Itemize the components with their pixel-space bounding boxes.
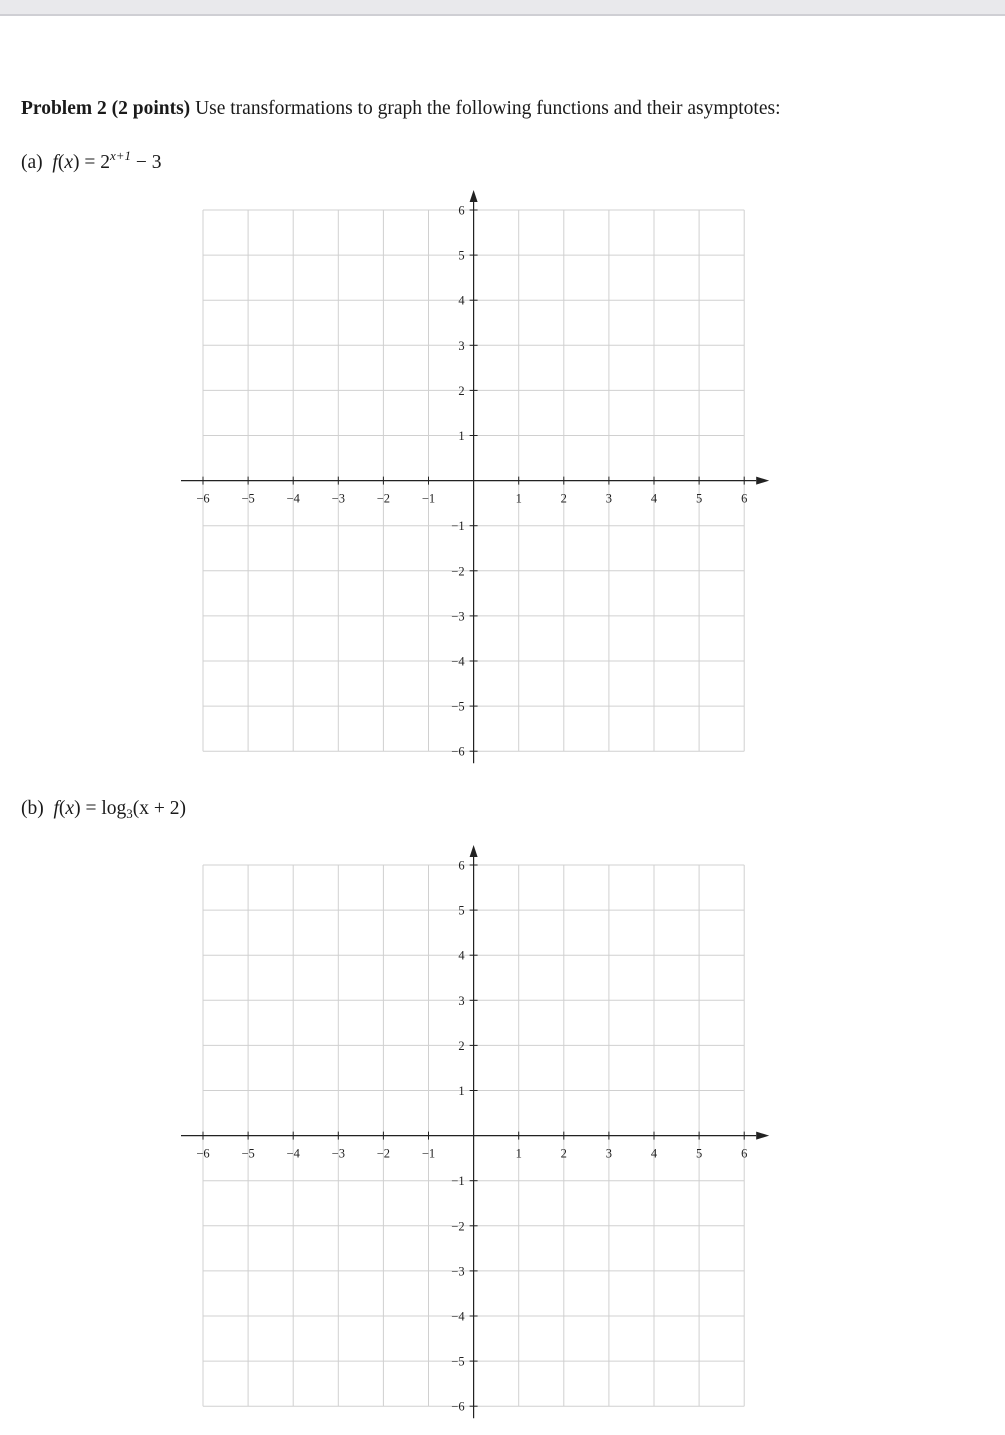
- graph-a-y-tick-label: −4: [451, 654, 465, 669]
- graph-b[interactable]: [0, 835, 800, 1435]
- graph-a-y-tick-label: −5: [451, 699, 465, 714]
- graph-b-x-tick-label: −3: [331, 1146, 345, 1161]
- graph-a-x-tick-label: 1: [515, 491, 522, 506]
- graph-a-y-tick-label: 5: [458, 248, 465, 263]
- graph-a-x-tick-label: −5: [241, 491, 255, 506]
- graph-a-x-tick-label: 5: [695, 491, 703, 506]
- graph-a-y-tick-label: −1: [451, 519, 465, 534]
- graph-a-x-tick-label: 6: [741, 491, 748, 506]
- graph-b-y-tick-label: 1: [458, 1084, 465, 1098]
- graph-b-y-tick-label: −3: [451, 1264, 465, 1279]
- graph-b-y-tick-label: −2: [451, 1219, 465, 1234]
- graph-b-x-tick-label: 5: [695, 1146, 703, 1161]
- graph-a-y-tick-label: 4: [458, 293, 465, 308]
- graph-a-y-tick-label: −6: [451, 744, 465, 759]
- graph-a-y-tick-label: 1: [458, 429, 465, 443]
- graph-a-x-tick-label: −2: [376, 491, 391, 506]
- problem-heading: Problem 2 (2 points): [21, 98, 191, 119]
- graph-a-x-tick-label: −1: [421, 491, 436, 506]
- top-bar: [0, 0, 1005, 16]
- graph-a-x-tick-label: −6: [196, 491, 210, 506]
- graph-b-x-tick-label: 1: [515, 1146, 522, 1161]
- graph-b-x-tick-label: 2: [560, 1146, 567, 1161]
- graph-b-x-tick-label: 3: [605, 1146, 613, 1161]
- part-b-label: (b) $f(x) = \log_3(x + 2)$: [21, 798, 186, 821]
- part-b-log-name: log: [101, 798, 127, 819]
- graph-b-y-tick-label: −5: [451, 1354, 465, 1369]
- part-a-label: (a) $f(x) = 2^{x+1} - 3$: [21, 148, 162, 173]
- graph-a-y-tick-label: 3: [458, 338, 465, 353]
- problem-instruction: Use transformations to graph the following functions and their asymptotes:: [195, 98, 781, 119]
- part-b-argument: (x + 2): [132, 798, 186, 819]
- graph-b-y-axis-arrow: [470, 845, 478, 857]
- part-b-letter: (b): [21, 798, 44, 819]
- graph-b-x-tick-label: 4: [650, 1146, 658, 1161]
- graph-a-y-tick-label: −3: [451, 609, 465, 624]
- graph-a-x-tick-label: 3: [605, 491, 613, 506]
- graph-b-x-tick-label: −2: [376, 1146, 391, 1161]
- graph-b-y-tick-label: 4: [458, 948, 465, 963]
- graph-b-y-tick-label: 2: [458, 1038, 465, 1053]
- graph-a-y-axis-arrow: [470, 190, 478, 202]
- part-a-function-name: f: [52, 152, 58, 173]
- graph-b-y-tick-label: −6: [451, 1399, 465, 1414]
- graph-a-x-tick-label: 2: [560, 491, 567, 506]
- graph-b-x-tick-label: −1: [421, 1146, 436, 1161]
- graph-a-y-tick-label: 2: [458, 383, 465, 398]
- part-a-exponent: x+1: [109, 148, 132, 163]
- graph-b-y-tick-label: 6: [458, 858, 465, 873]
- part-a-constant: − 3: [135, 152, 162, 173]
- part-a-variable: x: [64, 152, 73, 173]
- graph-b-x-tick-label: −4: [286, 1146, 300, 1161]
- graph-b-x-axis-arrow: [756, 1132, 769, 1140]
- graph-a-x-tick-label: −4: [286, 491, 300, 506]
- part-b-variable: x: [65, 798, 75, 819]
- problem-statement: [21, 98, 781, 120]
- graph-b-x-tick-label: −6: [196, 1146, 210, 1161]
- part-a-base: 2: [100, 152, 110, 173]
- graph-b-y-tick-label: −1: [451, 1174, 465, 1189]
- graph-b-x-tick-label: 6: [741, 1146, 748, 1161]
- graph-a-y-tick-label: 6: [458, 203, 465, 218]
- part-b-function-name: f: [53, 798, 59, 819]
- graph-a-y-tick-label: −2: [451, 564, 465, 579]
- graph-a-x-tick-label: −3: [331, 491, 345, 506]
- graph-b-x-tick-label: −5: [241, 1146, 255, 1161]
- graph-a[interactable]: [0, 180, 800, 780]
- graph-b-y-tick-label: 5: [458, 903, 465, 918]
- part-a-letter: (a): [21, 152, 43, 173]
- part-b-log-base: 3: [126, 806, 133, 821]
- graph-a-x-axis-arrow: [756, 477, 769, 485]
- graph-b-y-tick-label: −4: [451, 1309, 465, 1324]
- graph-b-y-tick-label: 3: [458, 993, 465, 1008]
- graph-a-x-tick-label: 4: [650, 491, 658, 506]
